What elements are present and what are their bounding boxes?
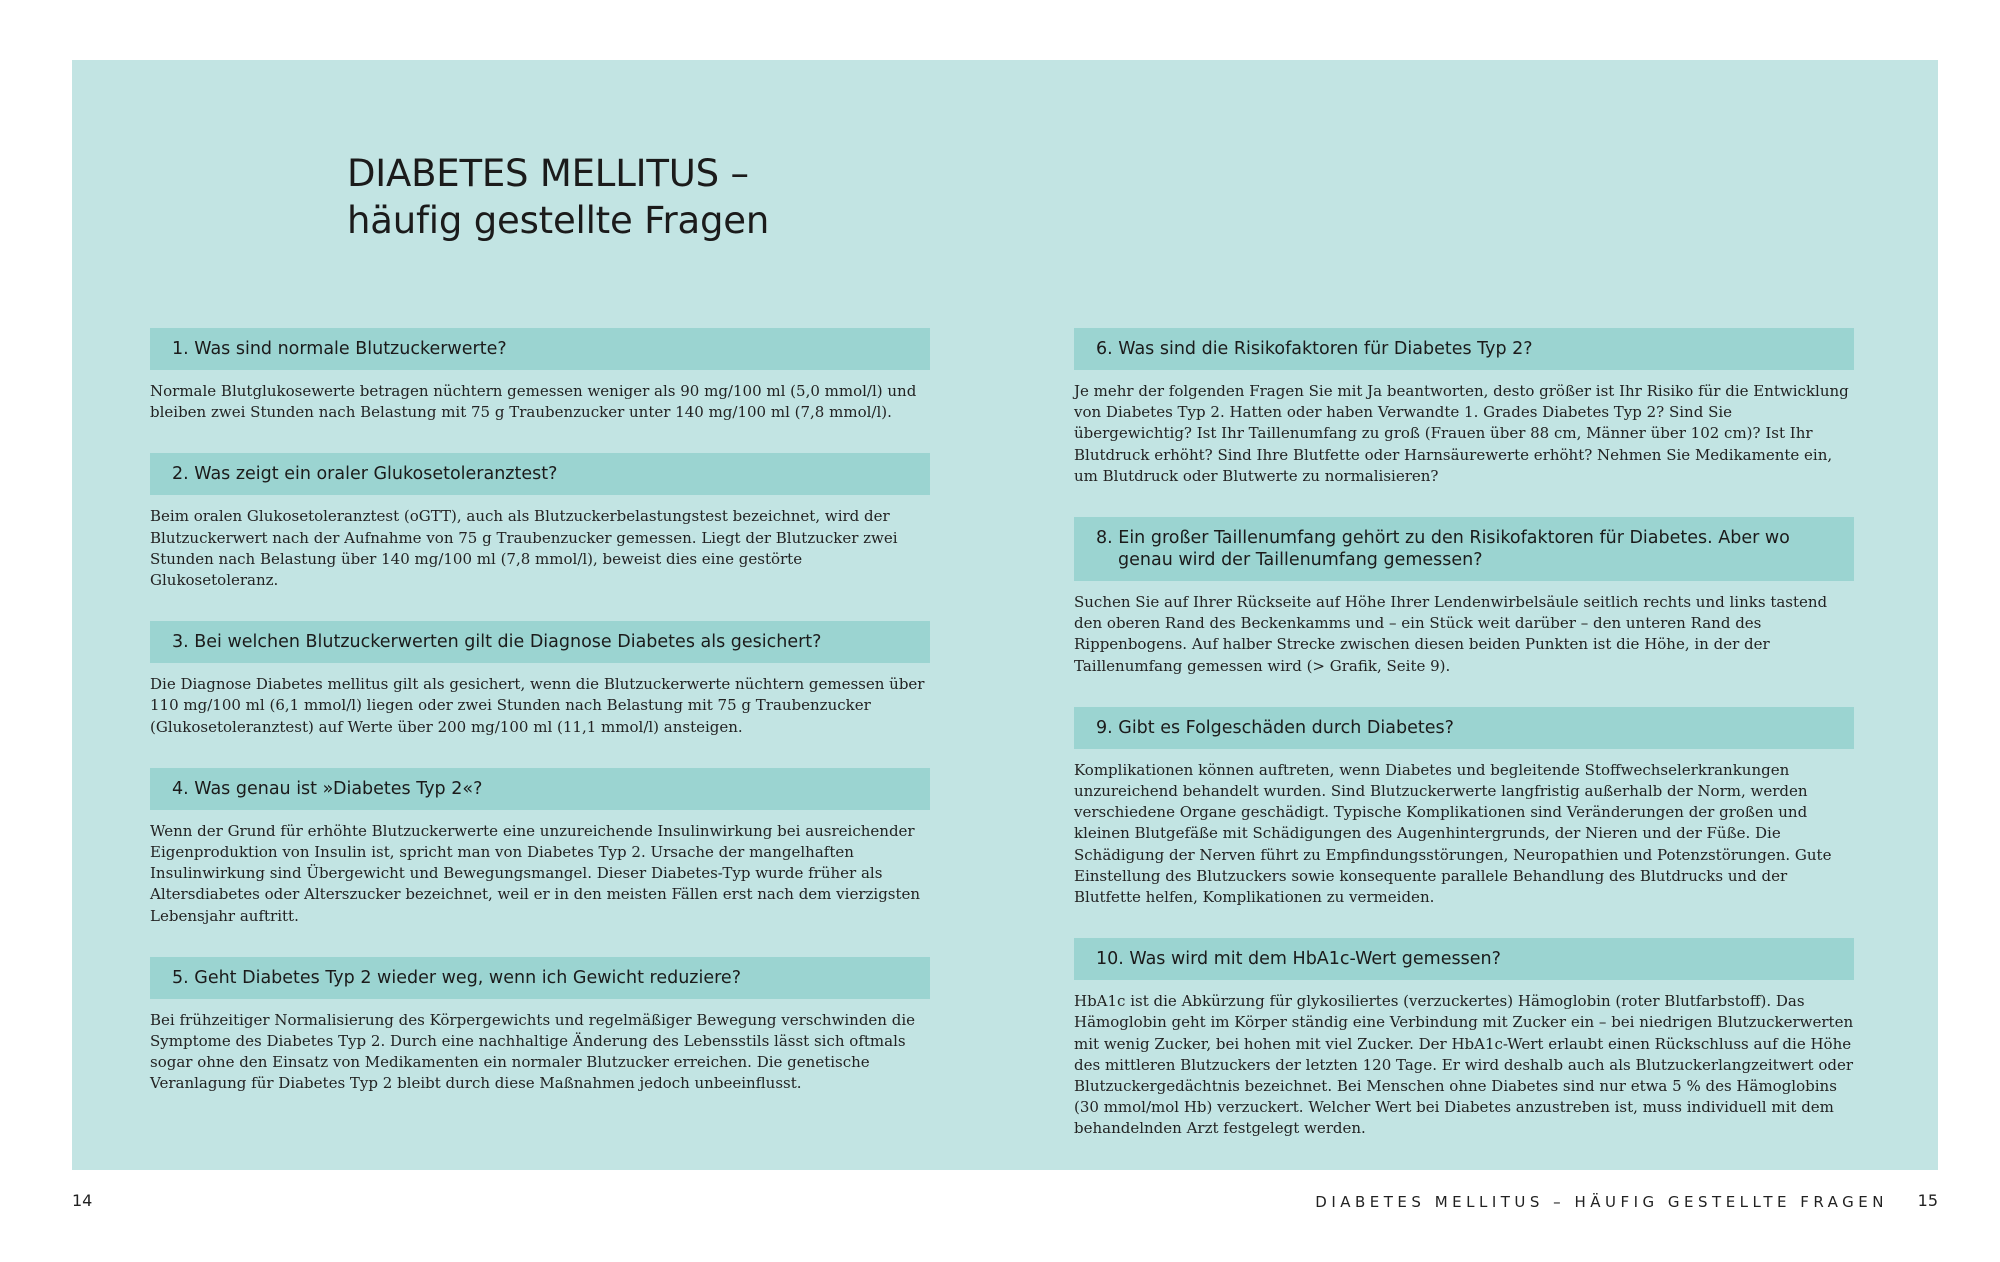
faq-item-4 bbox=[150, 768, 930, 927]
page-title-line-1: DIABETES MELLITUS – bbox=[347, 152, 749, 195]
faq-item-8 bbox=[1074, 517, 1854, 677]
running-title: DIABETES MELLITUS – HÄUFIG GESTELLTE FRAGEN bbox=[1315, 1193, 1888, 1211]
faq-column-left bbox=[150, 328, 930, 1125]
faq-item-9 bbox=[1074, 707, 1854, 908]
faq-item-5 bbox=[150, 957, 930, 1095]
page-title-line-2: häufig gestellte Fragen bbox=[347, 199, 770, 242]
faq-answer: Normale Blutglukosewerte betragen nüchtern gemessen weniger als 90 mg/100 ml (5,0 mmol/l) und bleiben zwei Stunden nach Belastung mit 75 g Traubenzucker unter 140 mg/100 ml (7,8 mmol/l). bbox=[150, 382, 917, 422]
faq-question: 5. Geht Diabetes Typ 2 wieder weg, wenn ich Gewicht reduziere? bbox=[150, 957, 930, 999]
faq-answer: Wenn der Grund für erhöhte Blutzuckerwerte eine unzureichende Insulinwirkung bei ausreichender Eigenproduktion von Insulin ist, spricht man von Diabetes Typ 2. Ursache der mangelhaften Insulinwirkung sind Übergewicht und Bewegungsmangel. Dieser Diabetes-Typ wurde früher als Altersdiabetes oder Alterszucker bezeichnet, weil er in den meisten Fällen erst nach dem vierzigsten Lebensjahr auftritt. bbox=[150, 821, 921, 925]
faq-question: 10. Was wird mit dem HbA1c-Wert gemessen? bbox=[1074, 938, 1854, 980]
faq-column-right bbox=[1074, 328, 1854, 1170]
faq-answer: Die Diagnose Diabetes mellitus gilt als gesichert, wenn die Blutzuckerwerte nüchtern gemessen über 110 mg/100 ml (6,1 mmol/l) liegen oder zwei Stunden nach Belastung mit 75 g Traubenzucker (Glukosetoleranztest) auf Werte über 200 mg/100 ml (11,1 mmol/l) ansteigen. bbox=[150, 675, 925, 736]
faq-question: 2. Was zeigt ein oraler Glukosetoleranztest? bbox=[150, 453, 930, 495]
faq-answer: HbA1c ist die Abkürzung für glykosiliertes (verzuckertes) Hämoglobin (roter Blutfarbstoff). Das Hämoglobin geht im Körper ständig eine Verbindung mit Zucker ein – bei niedrigen Blutzuckerwerten mit wenig Zucker, bei hohen mit viel Zucker. Der HbA1c-Wert erlaubt einen Rückschluss auf die Höhe des mittleren Blutzuckers der letzten 120 Tage. Er wird deshalb auch als Blutzuckerlangzeitwert oder Blutzuckergedächtnis bezeichnet. Bei Menschen ohne Diabetes sind nur etwa 5 % des Hämoglobins (30 mmol/mol Hb) verzuckert. Welcher Wert bei Diabetes anzustreben ist, muss individuell mit dem behandelnden Arzt festgelegt werden. bbox=[1074, 992, 1854, 1138]
faq-question: 6. Was sind die Risikofaktoren für Diabetes Typ 2? bbox=[1074, 328, 1854, 370]
faq-answer: Komplikationen können auftreten, wenn Diabetes und begleitende Stoffwechselerkrankungen unzureichend behandelt wurden. Sind Blutzuckerwerte langfristig außerhalb der Norm, werden verschiedene Organe geschädigt. Typische Komplikationen sind Veränderungen der großen und kleinen Blutgefäße mit Schädigungen des Augenhintergrunds, der Nieren und der Füße. Die Schädigung der Nerven führt zu Empfindungsstörungen, Neuropathien und Potenzstörungen. Gute Einstellung des Blutzuckers sowie konsequente parallele Behandlung des Blutdrucks und der Blutfette helfen, Komplikationen zu vermeiden. bbox=[1074, 760, 1832, 907]
page-number-right: 15 bbox=[1917, 1191, 1938, 1210]
faq-answer: Je mehr der folgenden Fragen Sie mit Ja beantworten, desto größer ist Ihr Risiko für die Entwicklung von Diabetes Typ 2. Hatten oder haben Verwandte 1. Grades Diabetes Typ 2? Sind Sie übergewichtig? Ist Ihr Taillenumfang zu groß (Frauen über 88 cm, Männer über 102 cm)? Ist Ihr Blutdruck erhöht? Sind Ihre Blutfette oder Harnsäurewerte erhöht? Nehmen Sie Medikamente ein, um Blutdruck oder Blutwerte zu normalisieren? bbox=[1074, 382, 1849, 485]
faq-question: 1. Was sind normale Blutzuckerwerte? bbox=[150, 328, 930, 370]
page-number-left: 14 bbox=[72, 1191, 93, 1210]
faq-item-1 bbox=[150, 328, 930, 423]
faq-question: 9. Gibt es Folgeschäden durch Diabetes? bbox=[1074, 707, 1854, 749]
page-title bbox=[347, 150, 769, 244]
faq-item-10 bbox=[1074, 938, 1854, 1139]
faq-answer: Suchen Sie auf Ihrer Rückseite auf Höhe Ihrer Lendenwirbelsäule seitlich rechts und links tastend den oberen Rand des Beckenkamms und – ein Stück weit darüber – den unteren Rand des Rippenbogens. Auf halber Strecke zwischen diesen beiden Punkten ist die Höhe, in der der Taillenumfang gemessen wird (> Grafik, Seite 9). bbox=[1074, 593, 1828, 675]
faq-answer: Beim oralen Glukosetoleranztest (oGTT), auch als Blutzuckerbelastungstest bezeichnet, wird der Blutzuckerwert nach der Aufnahme von 75 g Traubenzucker gemessen. Liegt der Blutzucker zwei Stunden nach Belastung über 140 mg/100 ml (7,8 mmol/l), beweist dies eine gestörte Glukosetoleranz. bbox=[150, 507, 898, 590]
faq-item-6 bbox=[1074, 328, 1854, 487]
faq-question: 3. Bei welchen Blutzuckerwerten gilt die Diagnose Diabetes als gesichert? bbox=[150, 621, 930, 663]
faq-answer: Bei frühzeitiger Normalisierung des Körpergewichts und regelmäßiger Bewegung verschwinden die Symptome des Diabetes Typ 2. Durch eine nachhaltige Änderung des Lebensstils lässt sich oftmals sogar ohne den Einsatz von Medikamenten ein normaler Blutzucker erreichen. Die genetische Veranlagung für Diabetes Typ 2 bleibt durch diese Maßnahmen jedoch unbeeinflusst. bbox=[150, 1010, 916, 1093]
faq-item-3 bbox=[150, 621, 930, 738]
faq-question: 8. Ein großer Taillenumfang gehört zu den Risikofaktoren für Diabetes. Aber wo genau wird der Taillenumfang gemessen? bbox=[1074, 517, 1854, 581]
faq-question: 4. Was genau ist »Diabetes Typ 2«? bbox=[150, 768, 930, 810]
faq-item-2 bbox=[150, 453, 930, 591]
